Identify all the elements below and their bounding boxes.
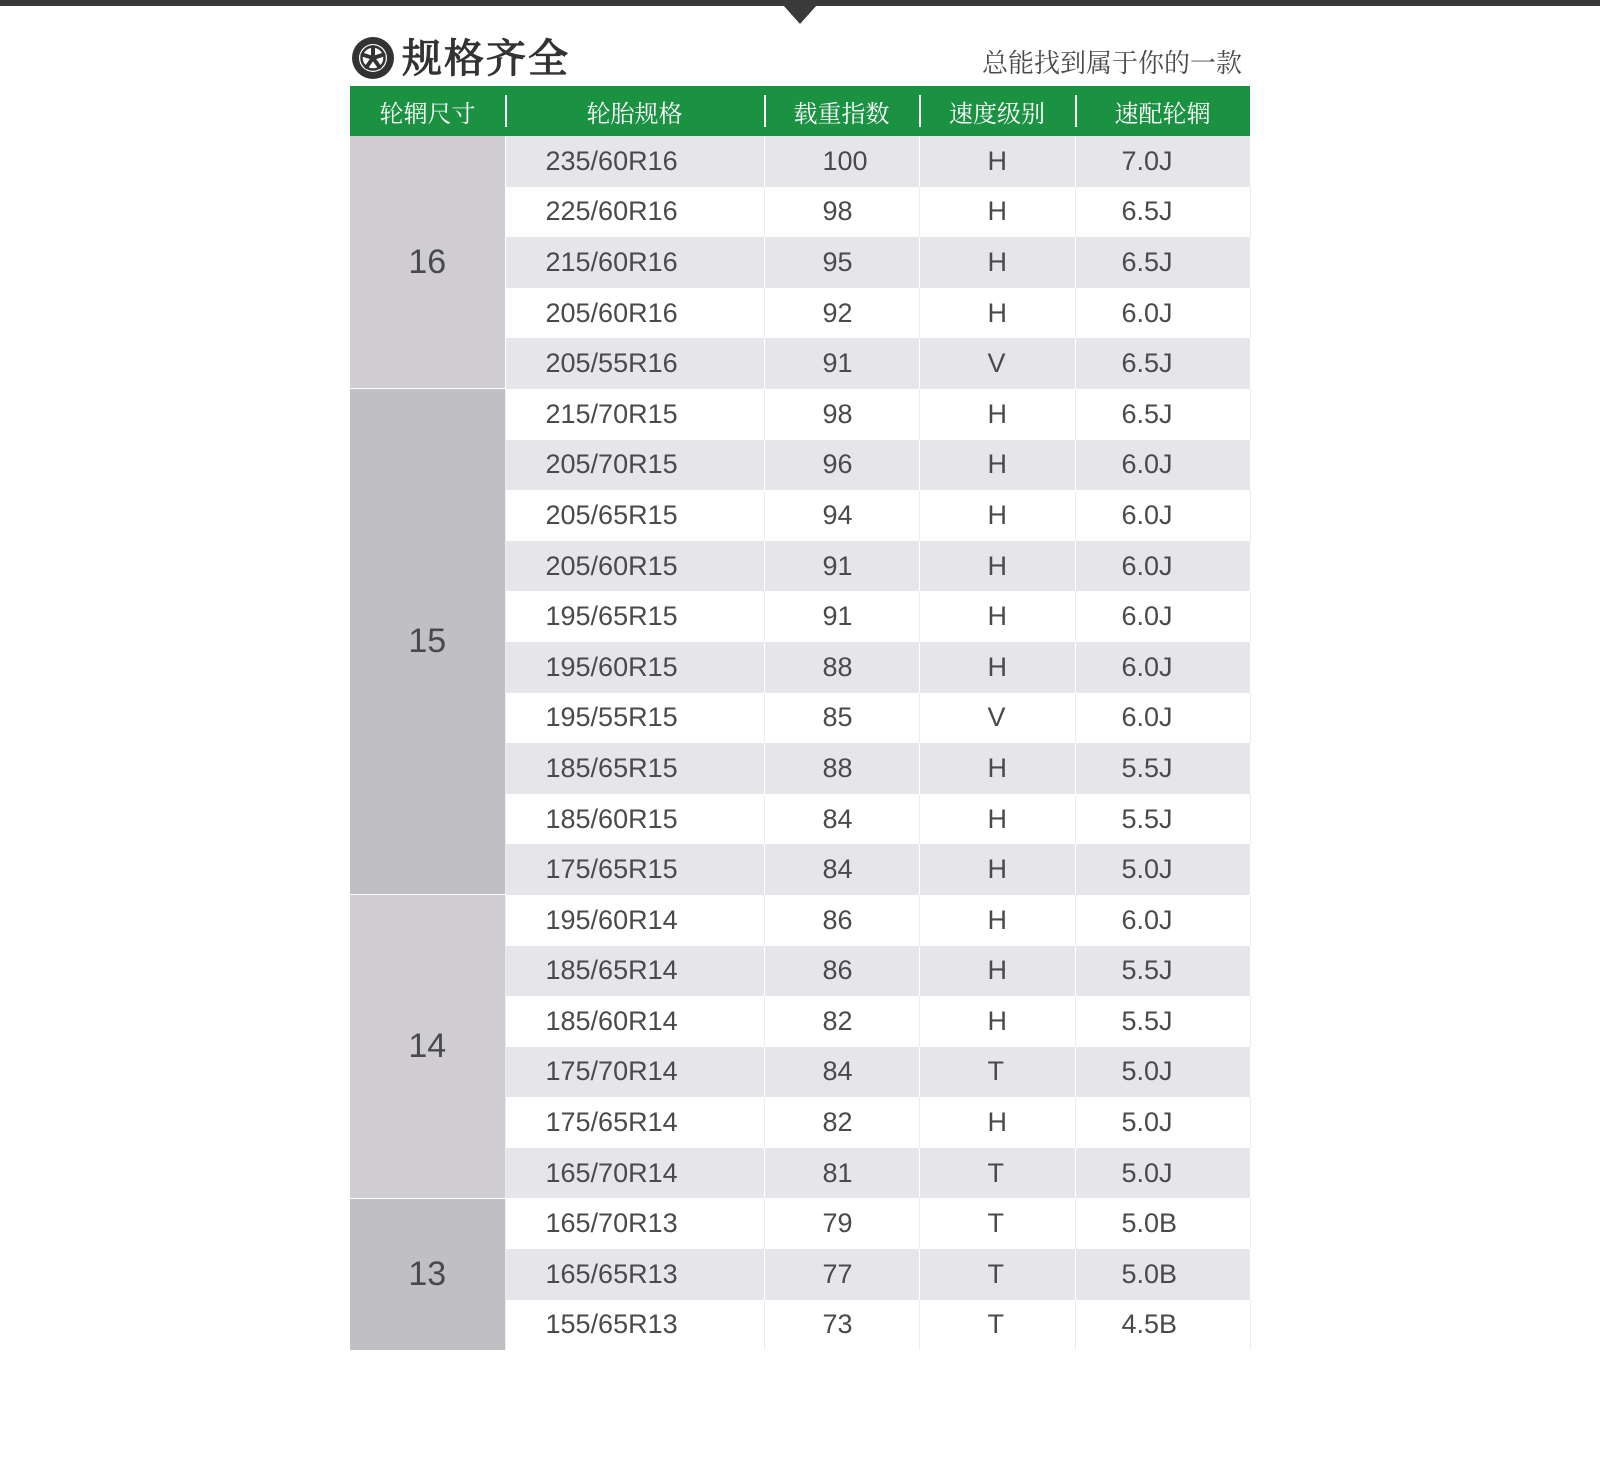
speed-rating-cell: H xyxy=(919,794,1075,845)
tire-size-cell: 205/60R15 xyxy=(505,541,764,592)
matching-rim-cell: 6.5J xyxy=(1075,338,1250,389)
speed-rating-cell: T xyxy=(919,1300,1075,1351)
matching-rim-cell: 7.0J xyxy=(1075,136,1250,187)
speed-rating-cell: T xyxy=(919,1047,1075,1098)
speed-rating-cell: H xyxy=(919,389,1075,440)
matching-rim-cell: 5.5J xyxy=(1075,743,1250,794)
rim-size-cell: 14 xyxy=(350,895,505,1199)
tire-size-cell: 165/65R13 xyxy=(505,1249,764,1300)
matching-rim-cell: 6.0J xyxy=(1075,440,1250,491)
page-title: 规格齐全 xyxy=(402,37,570,81)
matching-rim-cell: 5.0B xyxy=(1075,1249,1250,1300)
top-notch-arrow xyxy=(783,5,817,24)
matching-rim-cell: 6.5J xyxy=(1075,389,1250,440)
load-index-cell: 86 xyxy=(764,895,919,946)
load-index-cell: 98 xyxy=(764,389,919,440)
speed-rating-cell: H xyxy=(919,844,1075,895)
speed-rating-cell: H xyxy=(919,288,1075,339)
tire-size-cell: 195/65R15 xyxy=(505,591,764,642)
load-index-cell: 82 xyxy=(764,1097,919,1148)
matching-rim-cell: 6.0J xyxy=(1075,895,1250,946)
load-index-cell: 94 xyxy=(764,490,919,541)
table-row xyxy=(350,895,1250,946)
matching-rim-cell: 5.0J xyxy=(1075,1148,1250,1199)
table-header-row xyxy=(350,86,1250,136)
section-header xyxy=(350,33,1250,85)
matching-rim-cell: 6.5J xyxy=(1075,237,1250,288)
tire-icon xyxy=(350,35,396,81)
load-index-cell: 81 xyxy=(764,1148,919,1199)
matching-rim-cell: 6.0J xyxy=(1075,541,1250,592)
table-row xyxy=(350,1198,1250,1249)
matching-rim-cell: 4.5B xyxy=(1075,1300,1250,1351)
tire-size-cell: 195/60R15 xyxy=(505,642,764,693)
matching-rim-cell: 6.0J xyxy=(1075,288,1250,339)
tire-size-cell: 185/60R15 xyxy=(505,794,764,845)
load-index-cell: 91 xyxy=(764,591,919,642)
load-index-cell: 96 xyxy=(764,440,919,491)
speed-rating-cell: H xyxy=(919,187,1075,238)
load-index-cell: 77 xyxy=(764,1249,919,1300)
tire-size-cell: 225/60R16 xyxy=(505,187,764,238)
tire-size-cell: 205/70R15 xyxy=(505,440,764,491)
load-index-cell: 92 xyxy=(764,288,919,339)
load-index-cell: 85 xyxy=(764,693,919,744)
load-index-cell: 98 xyxy=(764,187,919,238)
matching-rim-cell: 6.0J xyxy=(1075,693,1250,744)
speed-rating-cell: T xyxy=(919,1249,1075,1300)
tire-size-cell: 185/65R15 xyxy=(505,743,764,794)
load-index-cell: 73 xyxy=(764,1300,919,1351)
tire-spec-table xyxy=(350,86,1251,1351)
tire-size-cell: 185/65R14 xyxy=(505,946,764,997)
header-rim-size: 轮辋尺寸 xyxy=(350,86,505,136)
speed-rating-cell: H xyxy=(919,237,1075,288)
header-matching-rim: 速配轮辋 xyxy=(1075,86,1250,136)
load-index-cell: 84 xyxy=(764,844,919,895)
tire-size-cell: 155/65R13 xyxy=(505,1300,764,1351)
tire-size-cell: 205/65R15 xyxy=(505,490,764,541)
rim-size-cell: 16 xyxy=(350,136,505,389)
tire-size-cell: 205/60R16 xyxy=(505,288,764,339)
speed-rating-cell: H xyxy=(919,541,1075,592)
header-tire-size: 轮胎规格 xyxy=(505,86,764,136)
tire-size-cell: 185/60R14 xyxy=(505,996,764,1047)
tire-size-cell: 165/70R14 xyxy=(505,1148,764,1199)
matching-rim-cell: 5.0B xyxy=(1075,1198,1250,1249)
matching-rim-cell: 5.0J xyxy=(1075,1047,1250,1098)
matching-rim-cell: 5.5J xyxy=(1075,946,1250,997)
rim-size-cell: 15 xyxy=(350,389,505,895)
load-index-cell: 88 xyxy=(764,743,919,794)
speed-rating-cell: H xyxy=(919,996,1075,1047)
speed-rating-cell: H xyxy=(919,591,1075,642)
speed-rating-cell: V xyxy=(919,338,1075,389)
speed-rating-cell: H xyxy=(919,1097,1075,1148)
header-load-index: 载重指数 xyxy=(764,86,919,136)
matching-rim-cell: 5.5J xyxy=(1075,794,1250,845)
table-row xyxy=(350,136,1250,187)
load-index-cell: 91 xyxy=(764,541,919,592)
matching-rim-cell: 5.5J xyxy=(1075,996,1250,1047)
tire-size-cell: 215/70R15 xyxy=(505,389,764,440)
speed-rating-cell: T xyxy=(919,1198,1075,1249)
load-index-cell: 84 xyxy=(764,1047,919,1098)
speed-rating-cell: T xyxy=(919,1148,1075,1199)
tire-size-cell: 165/70R13 xyxy=(505,1198,764,1249)
matching-rim-cell: 5.0J xyxy=(1075,1097,1250,1148)
header-speed-rating: 速度级别 xyxy=(919,86,1075,136)
speed-rating-cell: H xyxy=(919,946,1075,997)
tire-size-cell: 175/65R15 xyxy=(505,844,764,895)
matching-rim-cell: 6.5J xyxy=(1075,187,1250,238)
page-subtitle: 总能找到属于你的一款 xyxy=(981,48,1242,78)
load-index-cell: 79 xyxy=(764,1198,919,1249)
speed-rating-cell: H xyxy=(919,490,1075,541)
matching-rim-cell: 5.0J xyxy=(1075,844,1250,895)
table-body xyxy=(350,136,1250,1350)
load-index-cell: 84 xyxy=(764,794,919,845)
speed-rating-cell: H xyxy=(919,895,1075,946)
speed-rating-cell: H xyxy=(919,642,1075,693)
speed-rating-cell: H xyxy=(919,136,1075,187)
speed-rating-cell: V xyxy=(919,693,1075,744)
matching-rim-cell: 6.0J xyxy=(1075,490,1250,541)
tire-size-cell: 215/60R16 xyxy=(505,237,764,288)
load-index-cell: 86 xyxy=(764,946,919,997)
tire-size-cell: 205/55R16 xyxy=(505,338,764,389)
rim-size-cell: 13 xyxy=(350,1198,505,1350)
load-index-cell: 100 xyxy=(764,136,919,187)
speed-rating-cell: H xyxy=(919,440,1075,491)
matching-rim-cell: 6.0J xyxy=(1075,591,1250,642)
load-index-cell: 82 xyxy=(764,996,919,1047)
tire-size-cell: 175/70R14 xyxy=(505,1047,764,1098)
matching-rim-cell: 6.0J xyxy=(1075,642,1250,693)
tire-size-cell: 235/60R16 xyxy=(505,136,764,187)
load-index-cell: 88 xyxy=(764,642,919,693)
load-index-cell: 95 xyxy=(764,237,919,288)
tire-size-cell: 175/65R14 xyxy=(505,1097,764,1148)
tire-size-cell: 195/55R15 xyxy=(505,693,764,744)
tire-size-cell: 195/60R14 xyxy=(505,895,764,946)
load-index-cell: 91 xyxy=(764,338,919,389)
table-row xyxy=(350,389,1250,440)
speed-rating-cell: H xyxy=(919,743,1075,794)
